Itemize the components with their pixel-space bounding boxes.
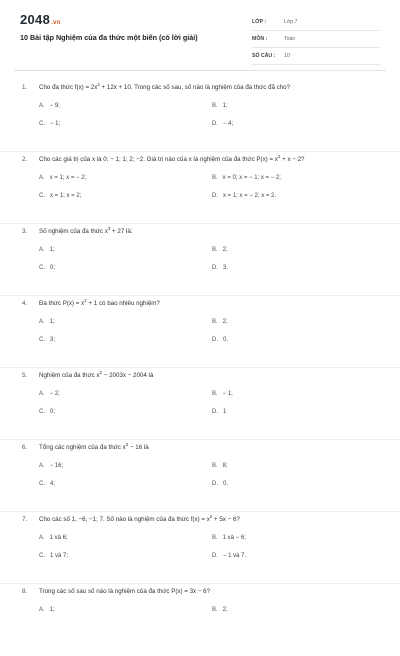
- brand-suffix: .vn: [51, 20, 61, 26]
- question-stem: Nghiệm của đa thức $x^2 - 2003x - 2004$ là: [39, 369, 154, 379]
- option-letter: A.: [39, 319, 45, 325]
- question-item: [0, 368, 400, 440]
- question-number: 6.: [22, 444, 28, 451]
- option-letter: C.: [39, 337, 45, 343]
- question-number: 2.: [22, 156, 28, 163]
- question-item: [0, 224, 400, 296]
- brand-logo[interactable]: [20, 12, 61, 27]
- option-text: 1;: [49, 319, 55, 325]
- header-divider: [14, 70, 386, 71]
- option-text: − 9;: [49, 103, 60, 109]
- option-text: x = 1; x = − 2;: [49, 175, 87, 181]
- option-text: x = 1; x = 2;: [50, 193, 82, 199]
- option-letter: C.: [39, 193, 45, 199]
- answer-option-d[interactable]: [212, 193, 276, 199]
- option-text: x = 0; x = − 1; x = − 2;: [222, 175, 281, 181]
- answer-option-c[interactable]: [39, 553, 68, 559]
- question-stem: Đa thức $P(x) = x^2 + 1$ có bao nhiêu nghiệm?: [39, 297, 160, 307]
- option-text: − 2;: [49, 391, 60, 397]
- question-number: 7.: [22, 516, 28, 523]
- answer-option-b[interactable]: [212, 607, 228, 613]
- option-text: 1 và − 6;: [222, 535, 246, 541]
- answer-option-d[interactable]: [212, 553, 246, 559]
- question-number: 8.: [22, 588, 28, 595]
- question-stem: Cho các số 1, −6, −1; 7. Số nào là nghiệm của đa thức $f(x) = x^2 + 5x - 6$?: [39, 513, 240, 523]
- meta-value: Toán: [284, 36, 296, 42]
- option-letter: D.: [212, 265, 218, 271]
- question-stem: Tổng các nghiệm của đa thức $x^2 - 16$ là: [39, 441, 149, 451]
- option-letter: A.: [39, 391, 45, 397]
- meta-key: MÔN :: [252, 36, 268, 42]
- meta-key: SỐ CÂU :: [252, 53, 276, 59]
- option-text: 0;: [50, 409, 56, 415]
- answer-option-c[interactable]: [39, 409, 55, 415]
- option-text: 1 và 6;: [49, 535, 68, 541]
- option-text: 2;: [222, 607, 228, 613]
- option-letter: B.: [212, 535, 218, 541]
- answer-option-b[interactable]: [212, 247, 228, 253]
- answer-option-d[interactable]: [212, 337, 228, 343]
- question-item: [0, 80, 400, 152]
- option-letter: A.: [39, 535, 45, 541]
- option-letter: B.: [212, 247, 218, 253]
- answer-option-a[interactable]: [39, 463, 63, 469]
- page-header: [0, 0, 400, 66]
- answer-option-a[interactable]: [39, 391, 60, 397]
- option-letter: B.: [212, 319, 218, 325]
- question-item: [0, 512, 400, 584]
- option-text: 1;: [49, 247, 55, 253]
- option-letter: D.: [212, 121, 218, 127]
- answer-option-b[interactable]: [212, 319, 228, 325]
- meta-row-count: [252, 48, 380, 65]
- meta-value: 10: [284, 53, 290, 59]
- option-text: − 16;: [49, 463, 64, 469]
- answer-option-c[interactable]: [39, 193, 81, 199]
- option-letter: A.: [39, 103, 45, 109]
- option-letter: A.: [39, 463, 45, 469]
- option-letter: C.: [39, 553, 45, 559]
- question-number: 5.: [22, 372, 28, 379]
- option-letter: A.: [39, 607, 45, 613]
- document-title: 10 Bài tập Nghiệm của đa thức một biến (có lời giải): [20, 33, 198, 42]
- question-item: [0, 152, 400, 224]
- question-number: 1.: [22, 84, 28, 91]
- answer-option-d[interactable]: [212, 409, 226, 415]
- question-stem: Cho các giá trị của x là 0; − 1; 1; 2; −2. Giá trị nào của x là nghiệm của đa thức $P(x) = x^2 + x - 2$?: [39, 153, 305, 163]
- option-text: − 4;: [223, 121, 234, 127]
- answer-option-b[interactable]: [212, 175, 281, 181]
- option-letter: B.: [212, 175, 218, 181]
- option-letter: C.: [39, 409, 45, 415]
- option-letter: C.: [39, 265, 45, 271]
- option-letter: D.: [212, 553, 218, 559]
- question-item: [0, 440, 400, 512]
- answer-option-a[interactable]: [39, 103, 60, 109]
- question-number: 4.: [22, 300, 28, 307]
- answer-option-a[interactable]: [39, 607, 55, 613]
- answer-option-b[interactable]: [212, 463, 228, 469]
- option-letter: A.: [39, 175, 45, 181]
- option-text: 1 và 7;: [50, 553, 69, 559]
- option-letter: C.: [39, 481, 45, 487]
- question-item: [0, 584, 400, 656]
- option-text: − 1;: [50, 121, 61, 127]
- meta-key: LỚP :: [252, 19, 267, 25]
- option-text: x = 1; x = − 2; x = 2.: [223, 193, 277, 199]
- answer-option-c[interactable]: [39, 337, 55, 343]
- option-text: 0;: [50, 265, 56, 271]
- question-stem: Trong các số sau số nào là nghiệm của đa thức P(x) = 3x − 6?: [39, 588, 211, 595]
- answer-option-b[interactable]: [212, 535, 246, 541]
- option-text: 1;: [222, 103, 228, 109]
- meta-row-class: [252, 14, 380, 31]
- answer-option-c[interactable]: [39, 481, 55, 487]
- option-text: − 1 và 7.: [223, 553, 247, 559]
- option-letter: B.: [212, 463, 218, 469]
- question-item: [0, 296, 400, 368]
- option-letter: D.: [212, 409, 218, 415]
- option-letter: D.: [212, 337, 218, 343]
- answer-option-b[interactable]: [212, 103, 228, 109]
- answer-option-a[interactable]: [39, 247, 55, 253]
- option-text: 1;: [49, 607, 55, 613]
- meta-table: [252, 14, 380, 65]
- option-text: − 1;: [222, 391, 233, 397]
- option-letter: D.: [212, 193, 218, 199]
- option-text: 4;: [50, 481, 56, 487]
- option-letter: B.: [212, 103, 218, 109]
- option-text: 2;: [222, 319, 228, 325]
- option-text: 1: [223, 409, 227, 415]
- option-text: 0.: [223, 337, 229, 343]
- option-text: 8;: [222, 463, 228, 469]
- option-letter: B.: [212, 391, 218, 397]
- option-text: 3;: [50, 337, 56, 343]
- answer-option-c[interactable]: [39, 265, 55, 271]
- question-stem: Cho đa thức $f(x) = 2x^2 + 12x + 10$. Trong các số sau, số nào là nghiệm của đa thức đã cho?: [39, 81, 291, 91]
- option-letter: B.: [212, 607, 218, 613]
- answer-option-d[interactable]: [212, 265, 228, 271]
- answer-option-b[interactable]: [212, 391, 233, 397]
- answer-option-c[interactable]: [39, 121, 60, 127]
- brand-name: 2048: [20, 12, 51, 27]
- option-letter: D.: [212, 481, 218, 487]
- answer-option-a[interactable]: [39, 319, 55, 325]
- question-list: [0, 80, 400, 656]
- answer-option-d[interactable]: [212, 121, 233, 127]
- option-text: 3.: [223, 265, 229, 271]
- option-text: 2;: [222, 247, 228, 253]
- option-letter: C.: [39, 121, 45, 127]
- option-letter: A.: [39, 247, 45, 253]
- answer-option-a[interactable]: [39, 175, 86, 181]
- meta-value: Lớp 7: [284, 19, 298, 25]
- meta-row-subject: [252, 31, 380, 48]
- question-number: 3.: [22, 228, 28, 235]
- option-text: 0.: [223, 481, 229, 487]
- question-stem: Số nghiệm của đa thức $x^3 + 27$ là:: [39, 225, 133, 235]
- answer-option-a[interactable]: [39, 535, 68, 541]
- answer-option-d[interactable]: [212, 481, 228, 487]
